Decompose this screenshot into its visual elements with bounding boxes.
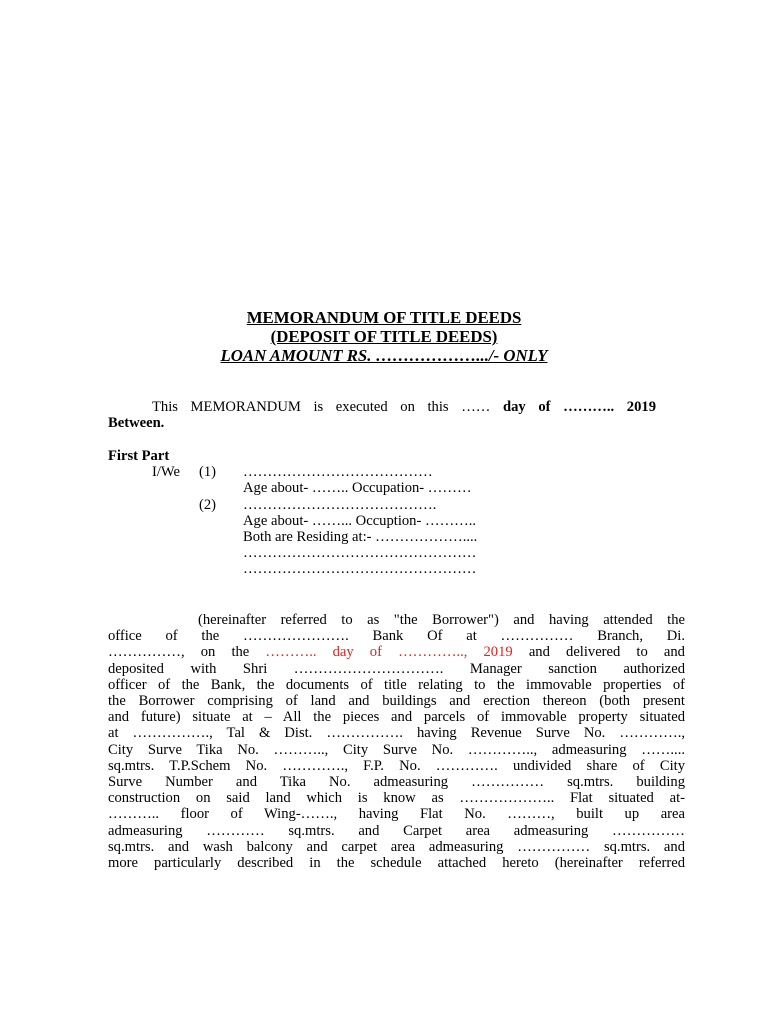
body-line: deposited with Shri …………………………. Manager sanction authorized	[108, 660, 685, 677]
party-number: (2)	[199, 496, 217, 513]
body-line: the Borrower comprising of land and buildings and erection thereon (both present	[108, 693, 685, 710]
body-line: (hereinafter referred to as "the Borrower") and having attended the	[198, 612, 685, 628]
title-line-1: MEMORANDUM OF TITLE DEEDS	[246, 308, 522, 327]
body-line: ……….. floor of Wing-……., having Flat No. ………, built up area	[108, 806, 685, 823]
body-line: office of the …………………. Bank Of at …………… Branch, Di.	[108, 628, 685, 645]
memorandum-body	[108, 612, 685, 871]
party-row	[108, 529, 668, 545]
intro-between: Between.	[108, 415, 165, 432]
address-blank: …………………………………………	[243, 545, 477, 562]
body-line: officer of the Bank, the documents of title relating to the immovable properties of	[108, 676, 685, 693]
party-age-occupation: Age about- …….. Occupation- ………	[243, 480, 472, 497]
party-row	[108, 497, 668, 513]
highlighted-date: ……….. day of ………….., 2019	[265, 644, 513, 661]
party-row	[108, 464, 668, 480]
loan-amount-line: LOAN AMOUNT RS. ……………….../- ONLY	[220, 346, 548, 365]
body-text: and delivered to and	[528, 644, 685, 661]
first-part-heading: First Part	[108, 448, 170, 464]
body-line: admeasuring ………… sq.mtrs. and Carpet area admeasuring ……………	[108, 822, 685, 839]
body-line: at ……………., Tal & Dist. ……………. having Revenue Surve No. ………….,	[108, 725, 685, 742]
body-line: construction on said land which is know as ……………….. Flat situated at-	[108, 790, 685, 807]
intro-paragraph	[108, 399, 656, 431]
intro-date: day of ……….. 2019	[503, 399, 656, 415]
party-name-blank: ………………………………….	[243, 496, 437, 513]
body-line: and future) situate at – All the pieces and parcels of immovable property situated	[108, 709, 685, 726]
body-line: sq.mtrs. and wash balcony and carpet area admeasuring …………… sq.mtrs. and	[108, 838, 685, 855]
body-text: ……………, on the	[108, 644, 250, 661]
title-line-2: (DEPOSIT OF TITLE DEEDS)	[270, 327, 498, 346]
party-number: (1)	[199, 464, 217, 481]
party-row	[108, 561, 668, 577]
body-line: sq.mtrs. T.P.Schem No. …………., F.P. No. …………. undivided share of City	[108, 757, 685, 774]
title-block	[0, 308, 768, 365]
intro-text: This MEMORANDUM is executed on this ……	[152, 399, 491, 415]
residence-line: Both are Residing at:- ………………....	[243, 528, 478, 545]
intro-line-1	[108, 399, 656, 415]
party-name-blank: …………………………………	[243, 464, 433, 481]
party-row	[108, 513, 668, 529]
body-line	[108, 644, 685, 660]
body-line: City Surve Tika No. ……….., City Surve No. ………….., admeasuring ……....	[108, 741, 685, 758]
party-row	[108, 545, 668, 561]
party-row	[108, 480, 668, 496]
body-line: Surve Number and Tika No. admeasuring …………… sq.mtrs. building	[108, 774, 685, 791]
party-age-occupation: Age about- ……... Occuption- ………..	[243, 512, 477, 529]
address-blank: …………………………………………	[243, 561, 477, 578]
body-line: more particularly described in the schedule attached hereto (hereinafter referred	[108, 855, 685, 872]
iwe-label: I/We	[152, 464, 180, 481]
first-part-section	[108, 448, 668, 578]
